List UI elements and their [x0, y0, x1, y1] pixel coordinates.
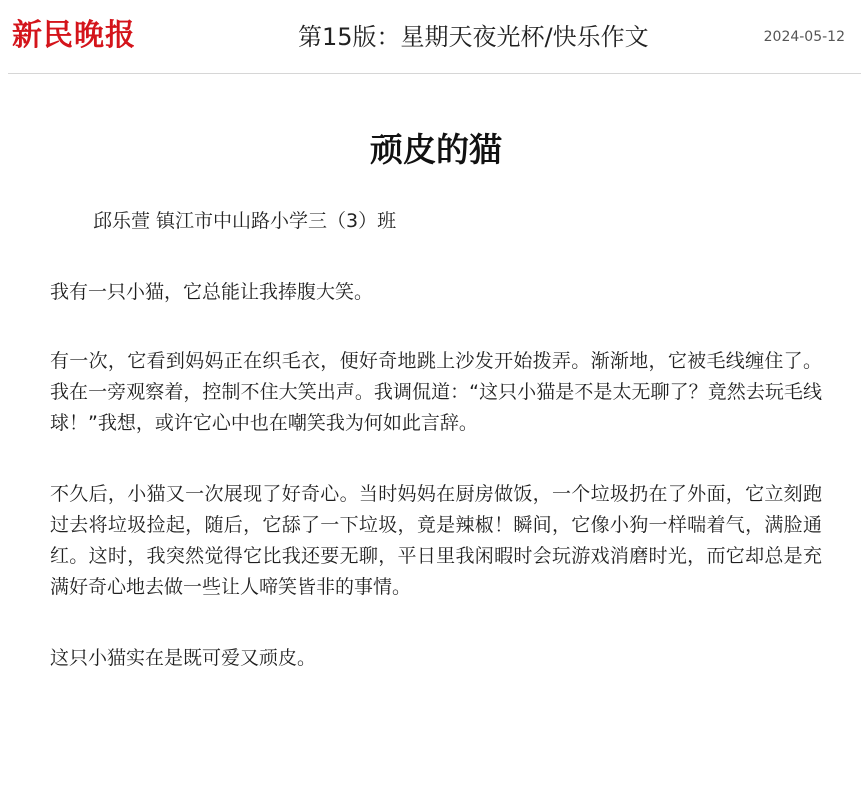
- edition-title: 第15版：星期天夜光杯/快乐作文: [298, 23, 649, 51]
- article-title: 顽皮的猫: [370, 130, 502, 169]
- article-paragraph: 这只小猫实在是既可爱又顽皮。: [50, 647, 317, 669]
- article-byline: 邱乐萱 镇江市中山路小学三（3）班: [93, 210, 397, 232]
- article-paragraph: 有一次，它看到妈妈正在织毛衣，便好奇地跳上沙发开始拨弄。渐渐地，它被毛线缠住了。我在一旁观察着，控制不住大笑出声。我调侃道：“这只小猫是不是太无聊了？竟然去玩毛线球！”我想，或许它心中也在嘲笑我为何如此言辞。: [50, 350, 822, 434]
- article-paragraph: 不久后，小猫又一次展现了好奇心。当时妈妈在厨房做饭，一个垃圾扔在了外面，它立刻跑过去将垃圾捡起，随后，它舔了一下垃圾，竟是辣椒！瞬间，它像小狗一样喘着气，满脸通红。这时，我突然觉得它比我还要无聊，平日里我闲暇时会玩游戏消磨时光，而它却总是充满好奇心地去做一些让人啼笑皆非的事情。: [50, 483, 822, 598]
- article-body: [50, 74, 822, 674]
- newspaper-logo[interactable]: 新民晚报: [12, 18, 136, 53]
- publication-date: 2024-05-12: [763, 29, 845, 45]
- page-header: [0, 0, 863, 74]
- article-paragraph: 我有一只小猫，它总能让我捧腹大笑。: [50, 281, 374, 303]
